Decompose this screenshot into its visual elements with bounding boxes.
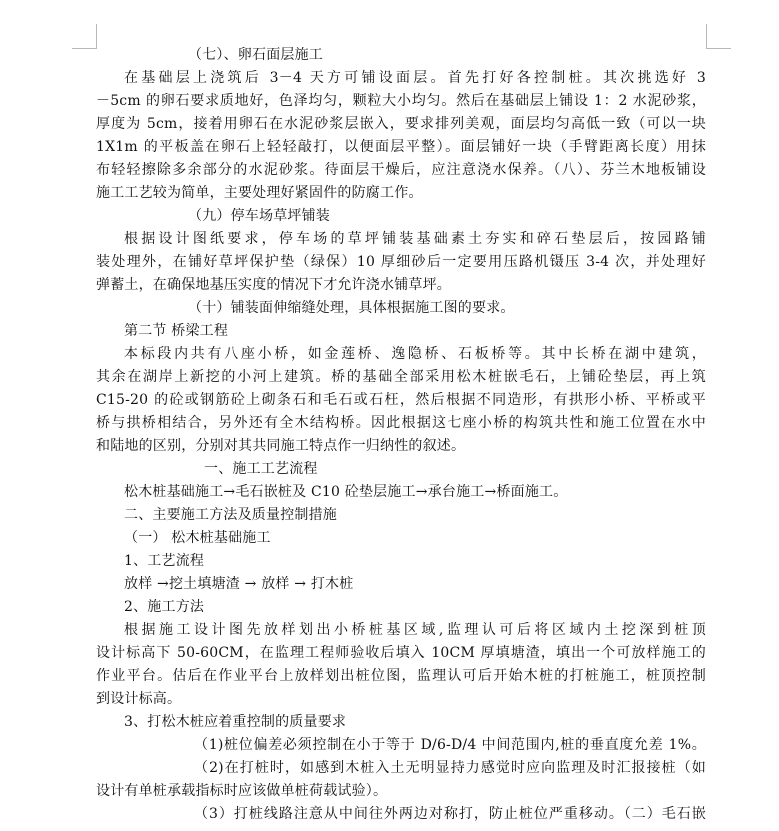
text-line: 根据设计图纸要求，停车场的草坪铺装基础素土夯实和碎石垫层后，按园路铺: [124, 231, 706, 247]
text-line: 2、施工方法: [124, 599, 205, 615]
text-line: 布轻轻擦除多余部分的水泥砂浆。待面层干燥后，应注意浇水保养。（八）、芬兰木地板铺设: [96, 162, 706, 178]
text-line: 厚度为 5cm，接着用卵石在水泥砂浆层嵌入，要求排列美观，面层均匀高低一致（可以一块: [96, 116, 706, 132]
text-line: 和陆地的区别，分别对其共同施工特点作一归纳性的叙述。: [96, 438, 466, 454]
text-line: 施工工艺较为简单，主要处理好紧固件的防腐工作。: [96, 185, 423, 201]
text-line: （七）、卵石面层施工: [188, 47, 323, 63]
text-line: 1、工艺流程: [124, 553, 205, 569]
text-line: 设计标高下 50-60CM，在监理工程师验收后填入 10CM 厚填塘渣，填出一个可放样施工的: [96, 645, 706, 661]
text-line: 1X1m 的平板盖在卵石上轻轻敲打，以便面层平整）。面层铺好一块（手臂距离长度）用抹: [96, 139, 706, 155]
text-line: 设计有单桩承载指标时应该做单桩荷载试验）。: [96, 783, 388, 799]
document-body: [96, 44, 706, 826]
text-line: （十）铺装面伸缩缝处理，具体根据施工图的要求。: [188, 300, 515, 316]
text-line: 弹蓄土，在确保地基压实度的情况下才允许浇水铺草坪。: [96, 277, 451, 293]
text-line: 作业平台。估后在作业平台上放样划出桩位图，监理认可后开始木桩的打桩施工，桩顶控制: [96, 668, 706, 684]
text-line: 根据施工设计图先放样划出小桥桩基区域,监理认可后将区域内土挖深到桩顶: [124, 622, 706, 638]
text-line: 到设计标高。: [96, 691, 182, 707]
text-line: －5cm 的卵石要求质地好，色泽均匀，颗粒大小均匀。然后在基础层上铺设 1：2 水泥砂浆，: [96, 93, 706, 109]
text-line: 桥与拱桥相结合，另外还有全木结构桥。因此根据这七座小桥的构筑共性和施工位置在水中: [96, 415, 706, 431]
text-line: C15-20 的砼或钢筋砼上砌条石和毛石或石枉，然后根据不同造形，有拱形小桥、平桥或平: [96, 392, 706, 408]
text-line: （一） 松木桩基础施工: [124, 530, 271, 546]
text-line: 在基础层上浇筑后 3－4 天方可铺设面层。首先打好各控制桩。其次挑选好 3: [124, 70, 706, 86]
text-line: 二、主要施工方法及质量控制措施: [124, 507, 337, 523]
text-line: 松木桩基础施工→毛石嵌桩及 C10 砼垫层施工→承台施工→桥面施工。: [124, 484, 568, 500]
text-line: （1)桩位偏差必须控制在小于等于 D/6-D/4 中间范围内,桩的垂直度允差 1%。: [194, 737, 706, 753]
text-line: 3、打松木桩应着重控制的质量要求: [124, 714, 347, 730]
text-line: 第二节 桥梁工程: [124, 323, 229, 339]
text-line: （2)在打桩时，如感到木桩入土无明显持力感觉时应向监理及时汇报接桩（如: [194, 760, 706, 776]
page-corner-mark-top-left: [72, 24, 97, 49]
text-line: 一、施工工艺流程: [204, 461, 318, 477]
text-line: （3）打桩线路注意从中间往外两边对称打，防止桩位严重移动。（二）毛石嵌: [194, 806, 706, 822]
text-line: 本标段内共有八座小桥，如金莲桥、逸隐桥、石板桥等。其中长桥在湖中建筑，: [124, 346, 706, 362]
text-line: 装处理外，在铺好草坪保护垫（绿保）10 厚细砂后一定要用压路机镊压 3-4 次，并处理好: [96, 254, 706, 270]
text-line: 其余在湖岸上新挖的小河上建筑。桥的基础全部采用松木桩嵌毛石，上铺砼垫层，再上筑: [96, 369, 706, 385]
page-corner-mark-top-right: [706, 24, 731, 49]
text-line: （九）停车场草坪铺装: [188, 208, 330, 224]
text-line: 放样 →挖土填塘渣 → 放样 → 打木桩: [124, 576, 354, 592]
